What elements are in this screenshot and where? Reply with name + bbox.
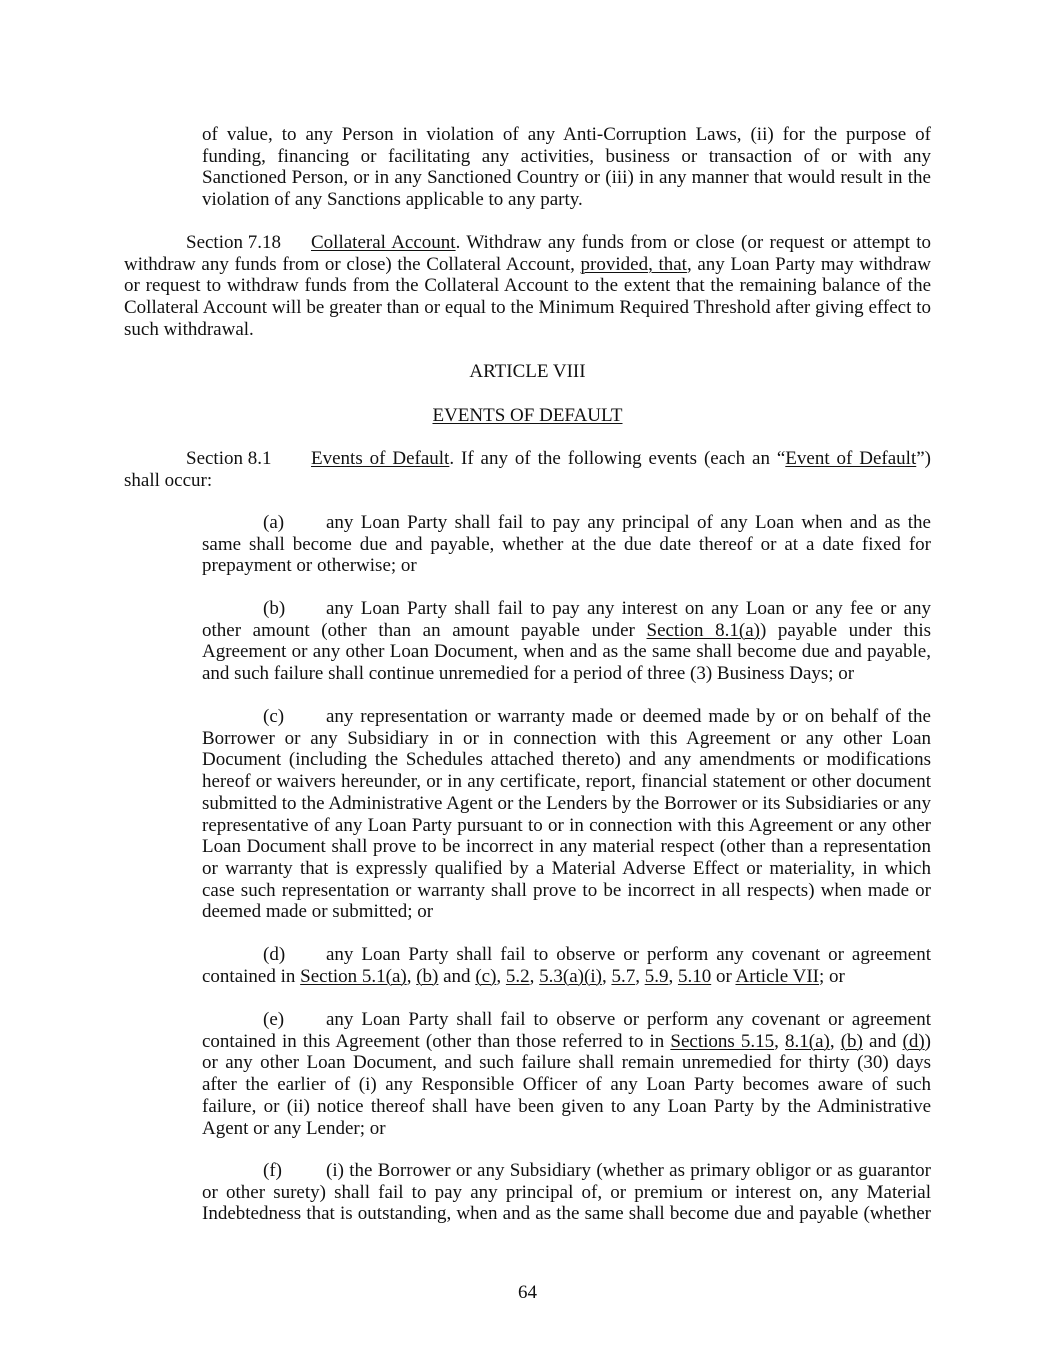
cross-reference: 5.2 (505, 965, 530, 987)
clause-text: ; or (819, 965, 845, 987)
clause-e (202, 1009, 931, 1139)
section-7-18-paragraph (124, 232, 931, 341)
clause-text: any Loan Party shall fail to observe or perform any covenant or agreement contained in this Agreement (other than those referred to in (202, 1009, 931, 1052)
clause-text: ) payable under this Agreement or any other Loan Document, when and as the same shall become due and payable, and such failure shall continue unremedied for a period of three (3) Business Days; or (202, 619, 932, 685)
cross-reference: Section 8.1(a) (646, 619, 760, 641)
clause-label: (f) (263, 1160, 282, 1181)
clause-text: , (601, 965, 612, 987)
section-title: Events of Default (311, 448, 450, 469)
cross-reference: 8.1(a) (785, 1030, 830, 1052)
clause-c (202, 706, 931, 923)
clause-text: , (529, 965, 540, 987)
clause-label: (c) (263, 706, 285, 727)
section-text: . If any of the following events (each an “ (449, 448, 786, 469)
clause-b (202, 598, 931, 685)
clause-text: and (438, 965, 476, 987)
cross-reference: (b) (416, 965, 439, 987)
cross-reference: Sections 5.15 (670, 1030, 775, 1052)
article-label: ARTICLE VIII (469, 361, 586, 382)
cross-reference: 5.7 (611, 965, 636, 987)
clause-text: , (635, 965, 645, 987)
section-title: Collateral Account (311, 232, 456, 253)
clause-label: (e) (263, 1009, 285, 1030)
cross-reference: Section 5.1(a) (300, 965, 407, 987)
section-number: Section 8.1 (186, 448, 272, 469)
clause-a (202, 512, 931, 577)
continuation-paragraph: of value, to any Person in violation of any Anti-Corruption Laws, (ii) for the purpose of funding, financing or facilitating any activities, business or transaction of or with any Sanctioned Person, or in any Sanctioned Country or (iii) in any manner that would result in the violation of any Sanctions applicable to any party. (202, 124, 931, 211)
article-title-text: EVENTS OF DEFAULT (432, 405, 623, 426)
cross-reference: (d) (902, 1030, 925, 1052)
article-title (124, 405, 931, 427)
clause-text: any representation or warranty made or deemed made by or on behalf of the Borrower or any Subsidiary in or in connection with this Agreement or any other Loan Document (including the Schedules attached thereto) and any amendments or modifications hereof or waivers hereunder, or in any certificate, report, financial statement or other document submitted to the Administrative Agent or the Lenders by the Borrower or its Subsidiaries or any representative of any Loan Party pursuant to or in connection with this Agreement or any other Loan Document shall prove to be incorrect in any material respect (other than a representation or warranty that is expressly qualified by a Material Adverse Effect or materiality, in which case such representation or warranty shall prove to be incorrect in all respects) when made or deemed made or submitted; or (202, 706, 931, 923)
cross-reference: Article VII (735, 965, 820, 987)
clause-label: (b) (263, 598, 286, 619)
clause-text: , (496, 965, 506, 987)
clause-text: , (406, 965, 417, 987)
clause-text: any Loan Party shall fail to observe or perform any covenant or agreement contained in (202, 944, 931, 987)
clause-text: , (774, 1030, 785, 1052)
cross-reference: 5.10 (677, 965, 712, 987)
cross-reference: 5.9 (644, 965, 669, 987)
section-text: , any Loan Party may withdraw or request to withdraw funds from the Collateral Account to the extent that the remaining balance of the Collateral Account will be greater than or equal to the Minimum Required Threshold after giving effect to such withdrawal. (124, 253, 931, 340)
cross-reference: (c) (475, 965, 497, 987)
clause-text: , (829, 1030, 841, 1052)
defined-term: Event of Default (785, 448, 917, 469)
section-8-1-paragraph (124, 448, 931, 491)
section-text: ”) shall occur: (124, 448, 931, 491)
clause-text: any Loan Party shall fail to pay any interest on any Loan or any fee or any other amount (other than an amount payable under (202, 598, 931, 641)
clause-f (202, 1160, 931, 1225)
clause-d (202, 944, 931, 987)
cross-reference: (b) (840, 1030, 863, 1052)
section-number: Section 7.18 (186, 232, 281, 253)
clause-text: or (711, 965, 736, 987)
proviso-term: provided, that (580, 253, 687, 275)
page-number: 64 (518, 1282, 537, 1303)
cross-reference: 5.3(a)(i) (539, 965, 602, 987)
clause-text: , (668, 965, 678, 987)
clause-text: and (862, 1030, 903, 1052)
clause-text: any Loan Party shall fail to pay any principal of any Loan when and as the same shall become due and payable, whether at the due date thereof or at a date fixed for prepayment or otherwise; or (202, 512, 931, 577)
clause-label: (d) (263, 944, 286, 965)
clause-text: (i) the Borrower or any Subsidiary (whether as primary obligor or as guarantor or other surety) shall fail to pay any principal of, or premium or interest on, any Material Indebtedness that is outstanding, when and as the same shall become due and payable (whether (202, 1160, 931, 1225)
clause-text: ) or any other Loan Document, and such failure shall remain unremedied for thirty (30) days after the earlier of (i) any Responsible Officer of any Loan Party becomes aware of such failure, or (ii) notice thereof shall have been given to any Loan Party by the Administrative Agent or any Lender; or (202, 1030, 931, 1139)
section-text: . Withdraw any funds from or close (or request or attempt to withdraw any funds from or close) the Collateral Account, (124, 232, 931, 275)
clause-label: (a) (263, 512, 285, 533)
